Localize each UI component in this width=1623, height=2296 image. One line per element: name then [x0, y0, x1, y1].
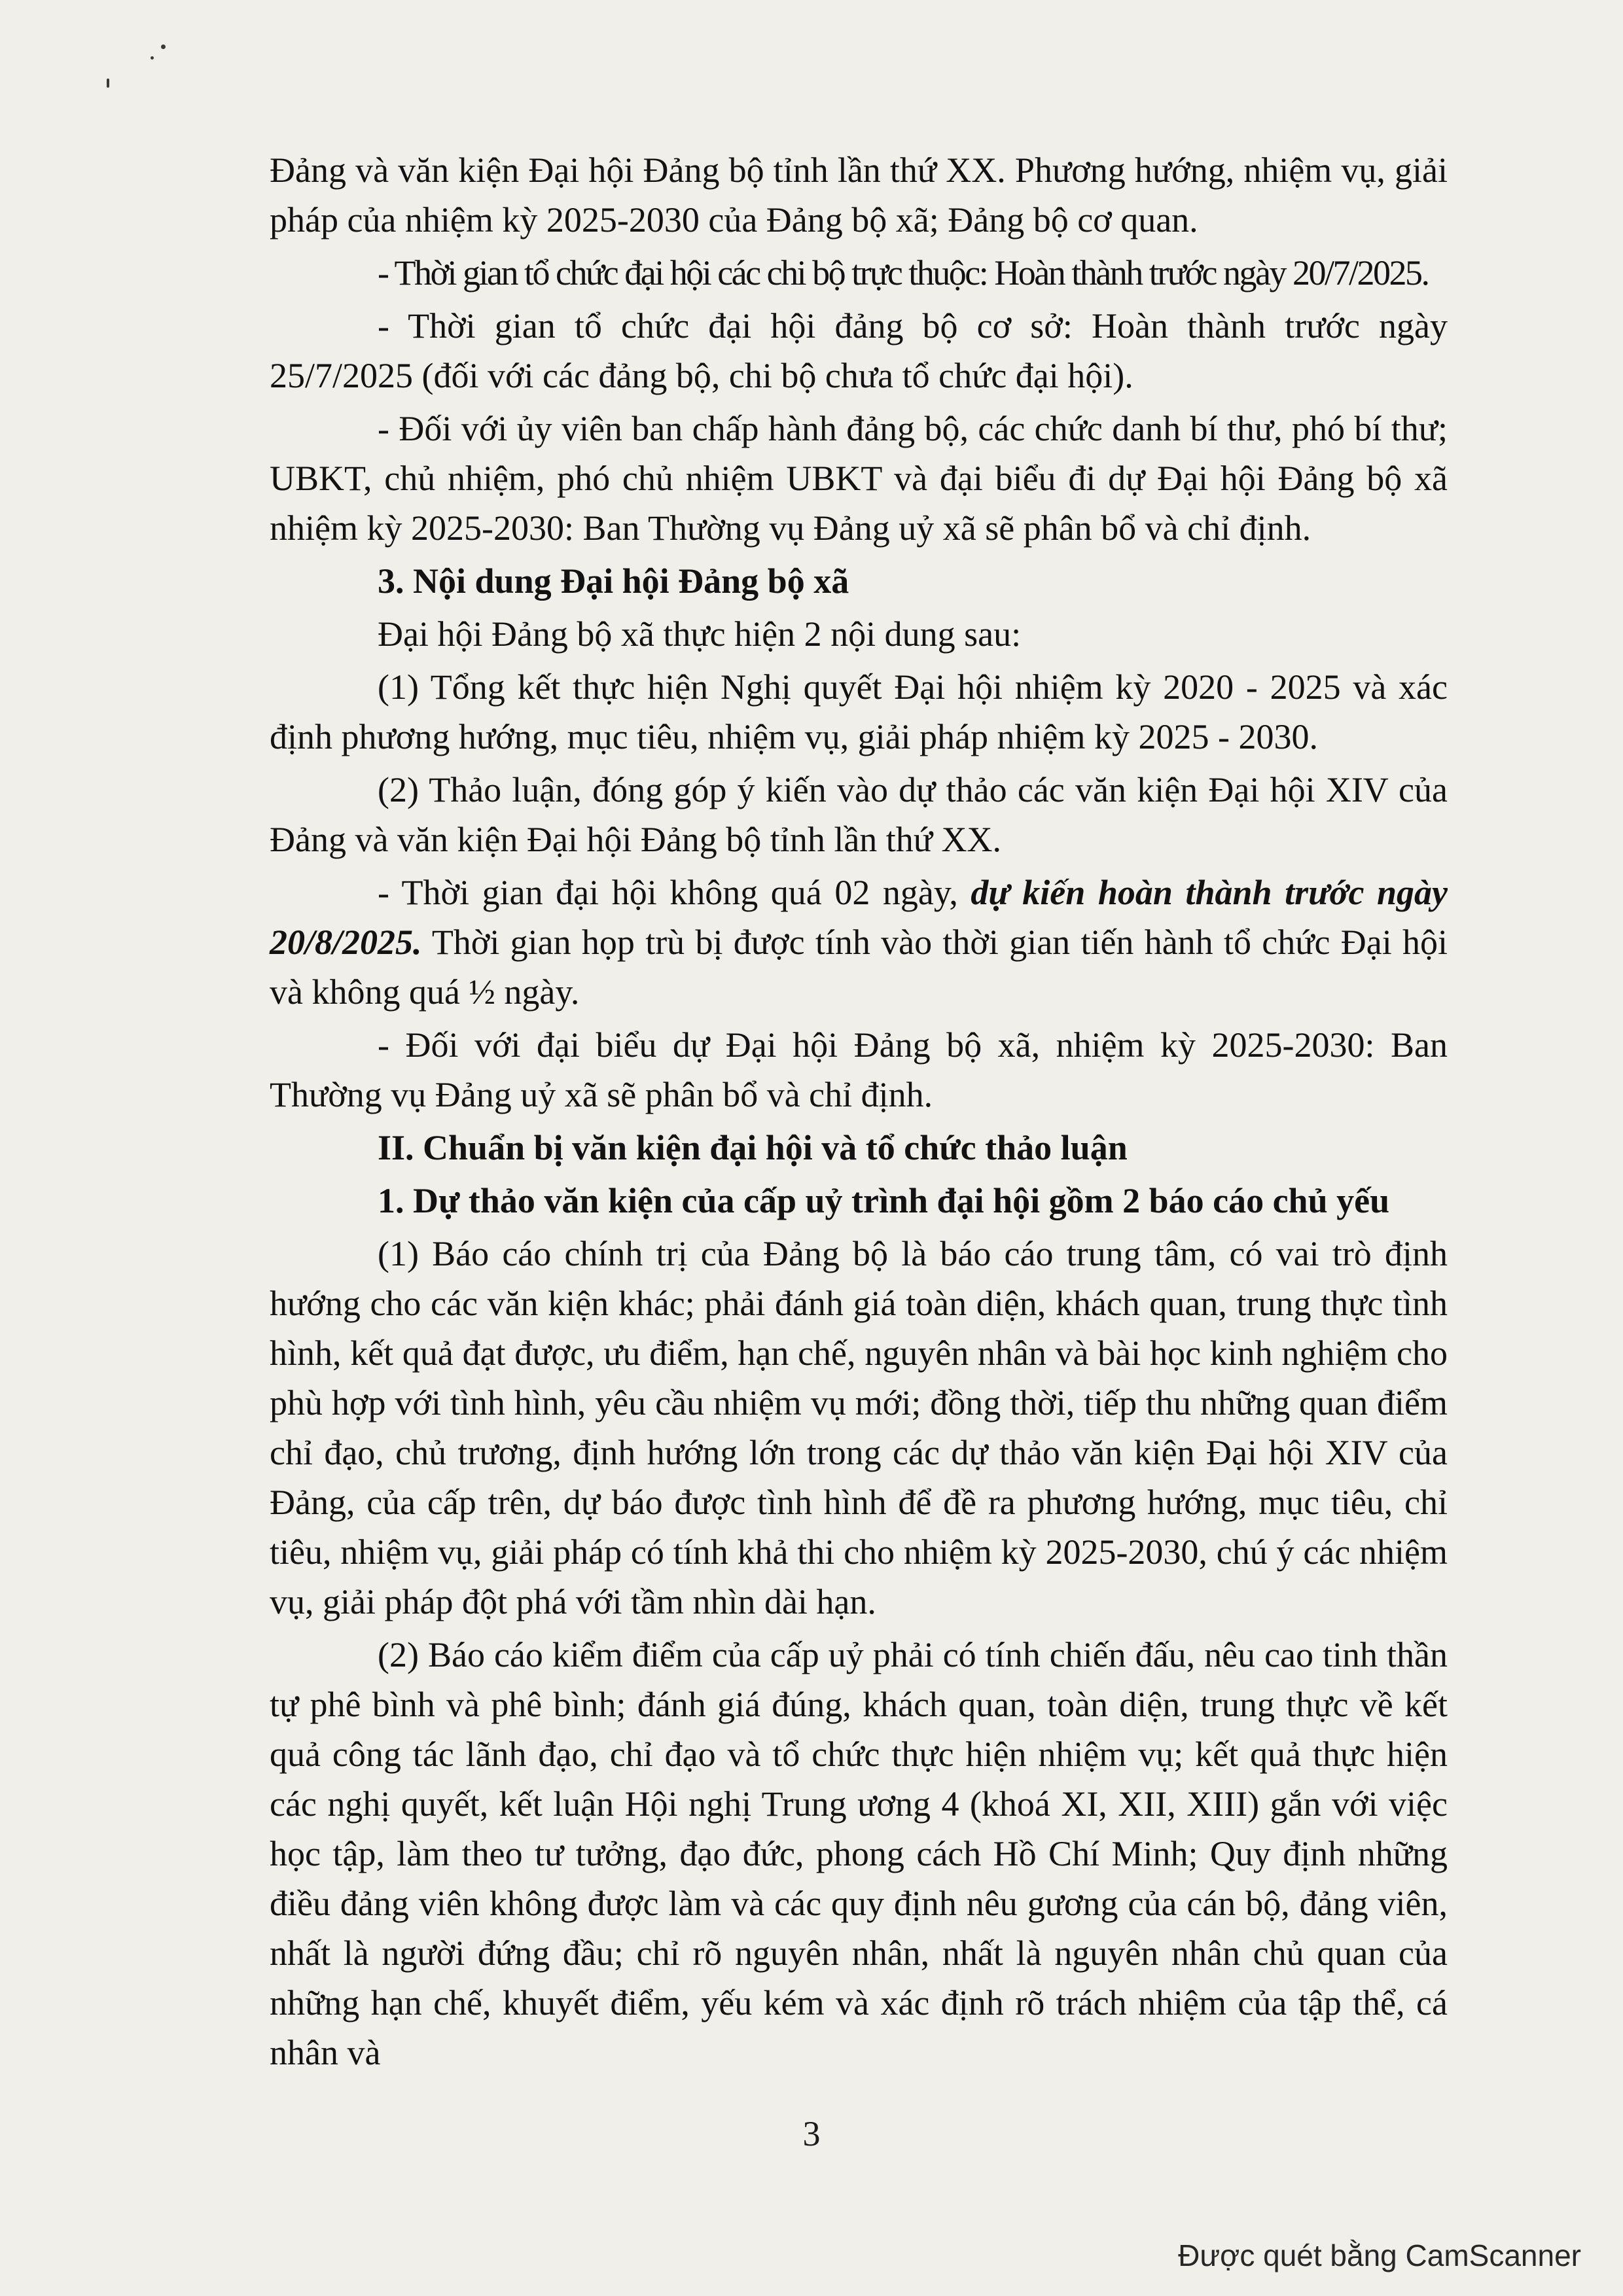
camscanner-watermark: Được quét bằng CamScanner — [1178, 2238, 1581, 2272]
duration-deadline-emphasis: dự kiến hoàn thành trước ngày 20/8/2025. — [270, 873, 1448, 962]
paragraph-congress-duration — [270, 868, 1448, 1017]
section-heading-congress-content: 3. Nội dung Đại hội Đảng bộ xã — [378, 561, 849, 601]
paragraph-content-item-2: (2) Thảo luận, đóng góp ý kiến vào dự thảo các văn kiện Đại hội XIV của Đảng và văn kiện Đại hội Đảng bộ tỉnh lần thứ XX. — [270, 770, 1448, 859]
page-number: 3 — [802, 2114, 821, 2153]
paragraph-congress-content-intro: Đại hội Đảng bộ xã thực hiện 2 nội dung sau: — [378, 614, 1022, 654]
paragraph-branch-congress-deadline: - Thời gian tổ chức đại hội các chi bộ trực thuộc: Hoàn thành trước ngày 20/7/2025. — [378, 253, 1429, 292]
scan-speck — [161, 44, 166, 49]
scan-speck — [107, 79, 109, 88]
paragraph-review-report: (2) Báo cáo kiểm điểm của cấp uỷ phải có tính chiến đấu, nêu cao tinh thần tự phê bình và phê bình; đánh giá đúng, khách quan, toàn diện, trung thực về kết quả công tác lãnh đạo, chỉ đạo và tổ chức thực hiện nhiệm vụ; kết quả thực hiện các nghị quyết, kết luận Hội nghị Trung ương 4 (khoá XI, XII, XIII) gắn với việc học tập, làm theo tư tưởng, đạo đức, phong cách Hồ Chí Minh; Quy định những điều đảng viên không được làm và các quy định nêu gương của cán bộ, đảng viên, nhất là người đứng đầu; chỉ rõ nguyên nhân, nhất là nguyên nhân chủ quan của những hạn chế, khuyết điểm, yếu kém và xác định rõ trách nhiệm của tập thể, cá nhân và — [270, 1635, 1448, 2072]
document-body — [270, 145, 1448, 2081]
paragraph-content-item-1: (1) Tổng kết thực hiện Nghị quyết Đại hội nhiệm kỳ 2020 - 2025 và xác định phương hướng, mục tiêu, nhiệm vụ, giải pháp nhiệm kỳ 2025 - 2030. — [270, 667, 1448, 756]
paragraph-executive-committee-allocation: - Đối với ủy viên ban chấp hành đảng bộ, các chức danh bí thư, phó bí thư; UBKT, chủ nhiệm, phó chủ nhiệm UBKT và đại biểu đi dự Đại hội Đảng bộ xã nhiệm kỳ 2025-2030: Ban Thường vụ Đảng uỷ xã sẽ phân bổ và chỉ định. — [270, 409, 1448, 548]
duration-text-end: Thời gian họp trù bị được tính vào thời gian tiến hành tổ chức Đại hội và không quá ½ ngày. — [270, 923, 1448, 1012]
paragraph-continuation: Đảng và văn kiện Đại hội Đảng bộ tỉnh lần thứ XX. Phương hướng, nhiệm vụ, giải pháp của nhiệm kỳ 2025-2030 của Đảng bộ xã; Đảng bộ cơ quan. — [270, 150, 1448, 239]
subsection-heading-draft-documents: 1. Dự thảo văn kiện của cấp uỷ trình đại hội gồm 2 báo cáo chủ yếu — [378, 1181, 1390, 1220]
paragraph-delegate-allocation: - Đối với đại biểu dự Đại hội Đảng bộ xã, nhiệm kỳ 2025-2030: Ban Thường vụ Đảng uỷ xã sẽ phân bổ và chỉ định. — [270, 1025, 1448, 1114]
paragraph-grassroots-congress-deadline: - Thời gian tổ chức đại hội đảng bộ cơ sở: Hoàn thành trước ngày 25/7/2025 (đối với các đảng bộ, chi bộ chưa tổ chức đại hội). — [270, 306, 1448, 395]
paragraph-political-report: (1) Báo cáo chính trị của Đảng bộ là báo cáo trung tâm, có vai trò định hướng cho các văn kiện khác; phải đánh giá toàn diện, khách quan, trung thực tình hình, kết quả đạt được, ưu điểm, hạn chế, nguyên nhân và bài học kinh nghiệm cho phù hợp với tình hình, yêu cầu nhiệm vụ mới; đồng thời, tiếp thu những quan điểm chỉ đạo, chủ trương, định hướng lớn trong các dự thảo văn kiện Đại hội XIV của Đảng, của cấp trên, dự báo được tình hình để đề ra phương hướng, mục tiêu, chỉ tiêu, nhiệm vụ, giải pháp có tính khả thi cho nhiệm kỳ 2025-2030, chú ý các nhiệm vụ, giải pháp đột phá với tầm nhìn dài hạn. — [270, 1234, 1448, 1621]
section-heading-document-preparation: II. Chuẩn bị văn kiện đại hội và tổ chức thảo luận — [378, 1128, 1128, 1167]
scan-speck — [151, 56, 154, 60]
duration-text-start: - Thời gian đại hội không quá 02 ngày, — [378, 873, 971, 912]
